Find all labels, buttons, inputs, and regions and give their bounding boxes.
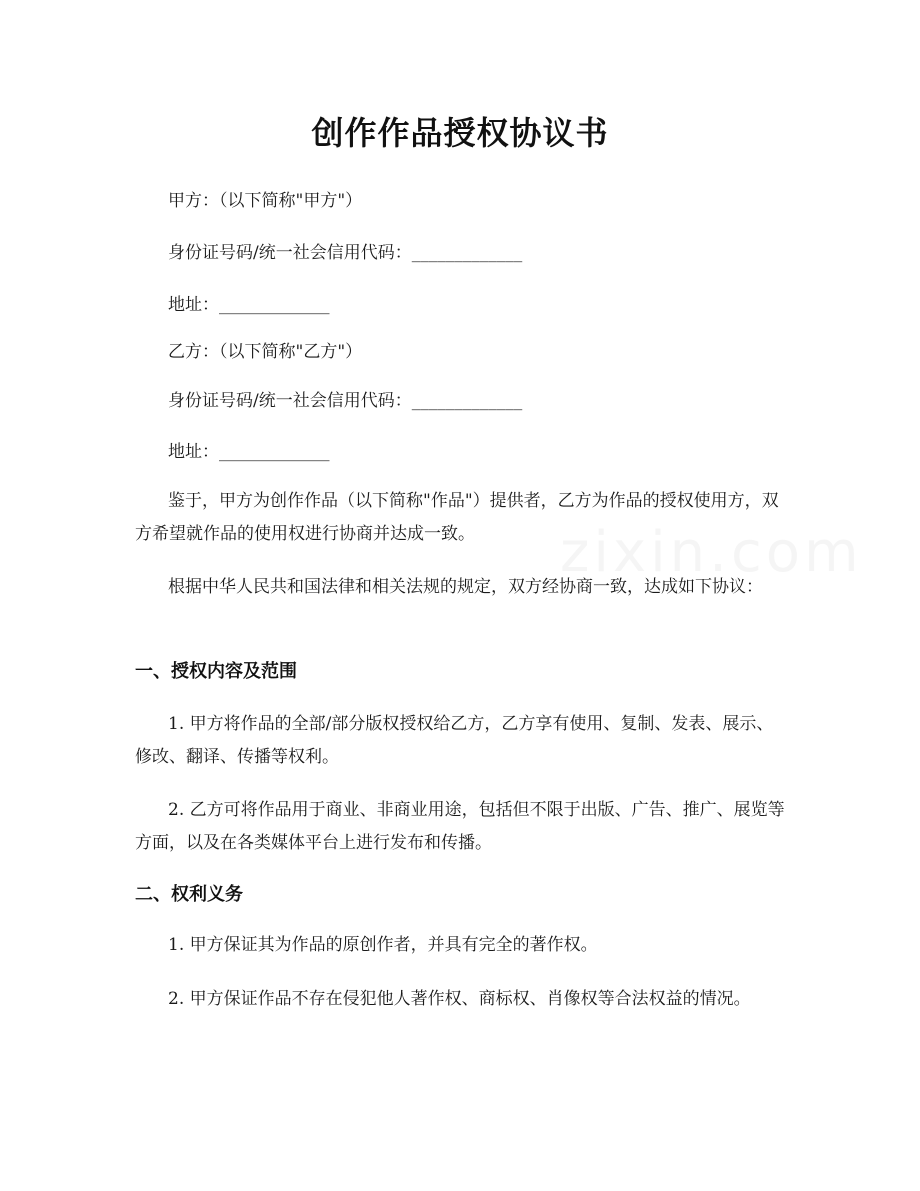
party-a-line: 甲方：（以下简称"甲方"）: [168, 191, 363, 211]
watermark: zixin.com: [560, 520, 863, 585]
section-2-clause-2: 2. 甲方保证作品不存在侵犯他人著作权、商标权、肖像权等合法权益的情况。: [168, 989, 751, 1009]
section-1-clause-2: 2. 乙方可将作品用于商业、非商业用途，包括但不限于出版、广告、推广、展览等方面，以及在各类媒体平台上进行发布和传播。: [135, 800, 785, 853]
preamble-paragraph-1: 鉴于，甲方为创作作品（以下简称"作品"）提供者，乙方为作品的授权使用方，双方希望就作品的使用权进行协商并达成一致。: [135, 491, 779, 544]
preamble-paragraph-2: 根据中华人民共和国法律和相关法规的规定，双方经协商一致，达成如下协议：: [168, 577, 763, 597]
section-2-clause-1: 1. 甲方保证其为作品的原创作者，并具有完全的著作权。: [168, 935, 598, 955]
document-title: 创作作品授权协议书: [311, 114, 609, 152]
party-a-address-line: 地址：_____________: [168, 295, 330, 315]
party-b-id-line: 身份证号码/统一社会信用代码：_____________: [168, 391, 523, 411]
section-1-clause-1: 1. 甲方将作品的全部/部分版权授权给乙方，乙方享有使用、复制、发表、展示、修改、翻译、传播等权利。: [135, 714, 774, 767]
party-b-line: 乙方：（以下简称"乙方"）: [168, 342, 363, 362]
party-a-id-line: 身份证号码/统一社会信用代码：_____________: [168, 243, 523, 263]
section-1-heading: 一、授权内容及范围: [135, 661, 297, 682]
party-b-address-line: 地址：_____________: [168, 442, 330, 462]
section-2-heading: 二、权利义务: [135, 884, 243, 905]
